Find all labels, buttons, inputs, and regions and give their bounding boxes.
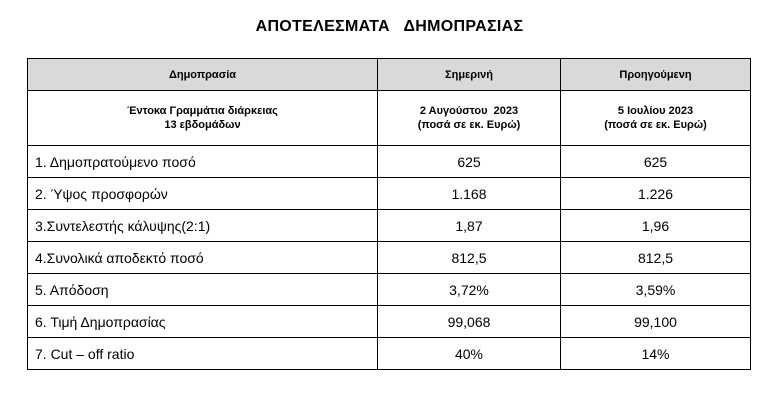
row-previous-value: 1.226 bbox=[561, 178, 751, 210]
subheader-instrument-line2: 13 εβδομάδων bbox=[164, 119, 241, 131]
row-label: 3.Συντελεστής κάλυψης(2:1) bbox=[28, 210, 378, 242]
row-previous-value: 1,96 bbox=[561, 210, 751, 242]
subheader-instrument-line1: Έντοκα Γραμμάτια διάρκειας bbox=[127, 105, 278, 117]
row-label: 5. Απόδοση bbox=[28, 274, 378, 306]
table-row bbox=[28, 178, 751, 210]
subheader-previous-date bbox=[561, 91, 751, 146]
page-title: ΑΠΟΤΕΛΕΣΜΑΤΑ ΔΗΜΟΠΡΑΣΙΑΣ bbox=[255, 18, 524, 35]
header-auction: Δημοπρασία bbox=[28, 59, 378, 91]
subheader-current-line2: (ποσά σε εκ. Ευρώ) bbox=[417, 119, 521, 131]
row-current-value: 812,5 bbox=[378, 242, 561, 274]
row-current-value: 40% bbox=[378, 338, 561, 370]
subheader-previous-line1: 5 Ιουλίου 2023 bbox=[617, 105, 694, 117]
table-subheader-row bbox=[28, 91, 751, 146]
row-current-value: 99,068 bbox=[378, 306, 561, 338]
row-label: 4.Συνολικά αποδεκτό ποσό bbox=[28, 242, 378, 274]
row-current-value: 1.168 bbox=[378, 178, 561, 210]
row-previous-value: 625 bbox=[561, 146, 751, 178]
row-current-value: 1,87 bbox=[378, 210, 561, 242]
row-previous-value: 3,59% bbox=[561, 274, 751, 306]
row-current-value: 625 bbox=[378, 146, 561, 178]
table-header-row bbox=[28, 59, 751, 91]
header-current: Σημερινή bbox=[378, 59, 561, 91]
table-row bbox=[28, 242, 751, 274]
table-row bbox=[28, 338, 751, 370]
row-label: 6. Τιμή Δημοπρασίας bbox=[28, 306, 378, 338]
header-previous: Προηγούμενη bbox=[561, 59, 751, 91]
subheader-current-line1: 2 Αυγούστου 2023 bbox=[419, 105, 519, 117]
table-row bbox=[28, 274, 751, 306]
table-row bbox=[28, 146, 751, 178]
row-label: 7. Cut – off ratio bbox=[28, 338, 378, 370]
auction-results-table bbox=[27, 58, 751, 370]
table-row bbox=[28, 210, 751, 242]
row-previous-value: 99,100 bbox=[561, 306, 751, 338]
subheader-previous-line2: (ποσά σε εκ. Ευρώ) bbox=[604, 119, 707, 131]
row-previous-value: 812,5 bbox=[561, 242, 751, 274]
row-current-value: 3,72% bbox=[378, 274, 561, 306]
row-previous-value: 14% bbox=[561, 338, 751, 370]
subheader-instrument bbox=[28, 91, 378, 146]
row-label: 1. Δημοπρατούμενο ποσό bbox=[28, 146, 378, 178]
row-label: 2. Ύψος προσφορών bbox=[28, 178, 378, 210]
table-row bbox=[28, 306, 751, 338]
subheader-current-date bbox=[378, 91, 561, 146]
